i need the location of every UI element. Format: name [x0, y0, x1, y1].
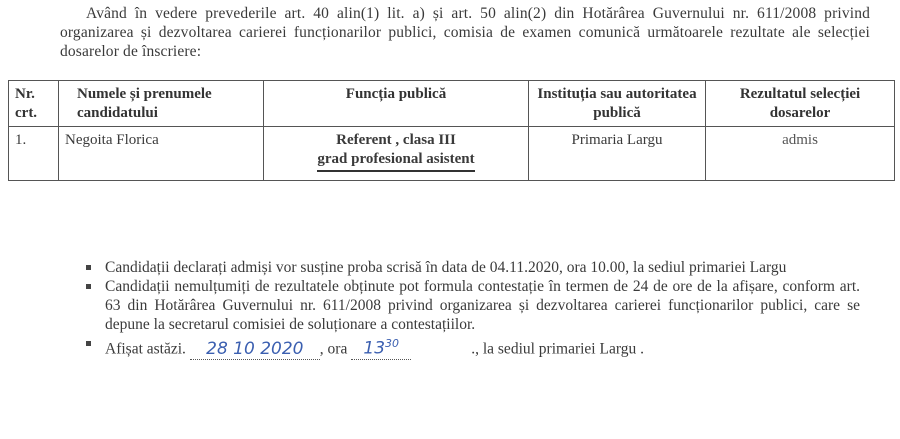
header-result: Rezultatul selecției dosarelor: [706, 81, 895, 127]
header-name: Numele și prenumele candidatului: [59, 81, 264, 127]
handwritten-date: 28 10 2020: [190, 340, 320, 360]
square-bullet-icon: [86, 284, 91, 289]
list-item: [80, 277, 860, 334]
table-row: [9, 127, 895, 181]
header-nr: Nr. crt.: [9, 81, 59, 127]
posted-suffix: ., la sediul primariei Largu .: [471, 340, 644, 358]
time-minutes: 30: [385, 337, 400, 350]
intro-paragraph: Având în vedere prevederile art. 40 alin(1) lit. a) și art. 50 alin(2) din Hotărârea Guvernului nr. 611/2008 privind organizarea și dezvoltarea carierei funcționarilor publici, comisia de examen comunică următoarele rezultate ale selecției dosarelor de înscriere:: [60, 5, 870, 60]
cell-institution: Primaria Largu: [529, 127, 706, 181]
header-function: Funcția publică: [264, 81, 529, 127]
note-text: Candidații nemulțumiți de rezultatele obținute pot formula contestație în termen de 24 de ore de la afișare, conform art. 63 din Hotărârea Guvernului nr. 611/2008 privind organizarea și dezvoltarea carierei funcționarilor publici, care se depune la secretarul comisiei de soluționare a contestațiilor.: [105, 278, 860, 333]
results-table: [8, 80, 895, 181]
square-bullet-icon: [86, 265, 91, 270]
handwritten-time: [351, 334, 411, 360]
function-line2: grad profesional asistent: [317, 150, 474, 172]
cell-name: Negoita Florica: [59, 127, 264, 181]
square-bullet-icon: [86, 341, 91, 346]
note-text: Candidații declarați admiși vor susține proba scrisă în data de 04.11.2020, ora 10.00, la sediul primariei Largu: [105, 259, 787, 276]
function-line1: Referent , clasa III: [336, 132, 456, 148]
list-item: [80, 334, 860, 360]
cell-nr: 1.: [9, 127, 59, 181]
cell-function: [264, 127, 529, 181]
notes-list: [80, 258, 860, 360]
list-item: [80, 258, 860, 277]
ora-label: , ora: [319, 340, 348, 358]
cell-result: admis: [706, 127, 895, 181]
header-institution: Instituția sau autoritatea publică: [529, 81, 706, 127]
table-header-row: [9, 81, 895, 127]
posted-prefix: Afișat astăzi.: [105, 340, 186, 358]
time-hour: 13: [363, 338, 386, 359]
